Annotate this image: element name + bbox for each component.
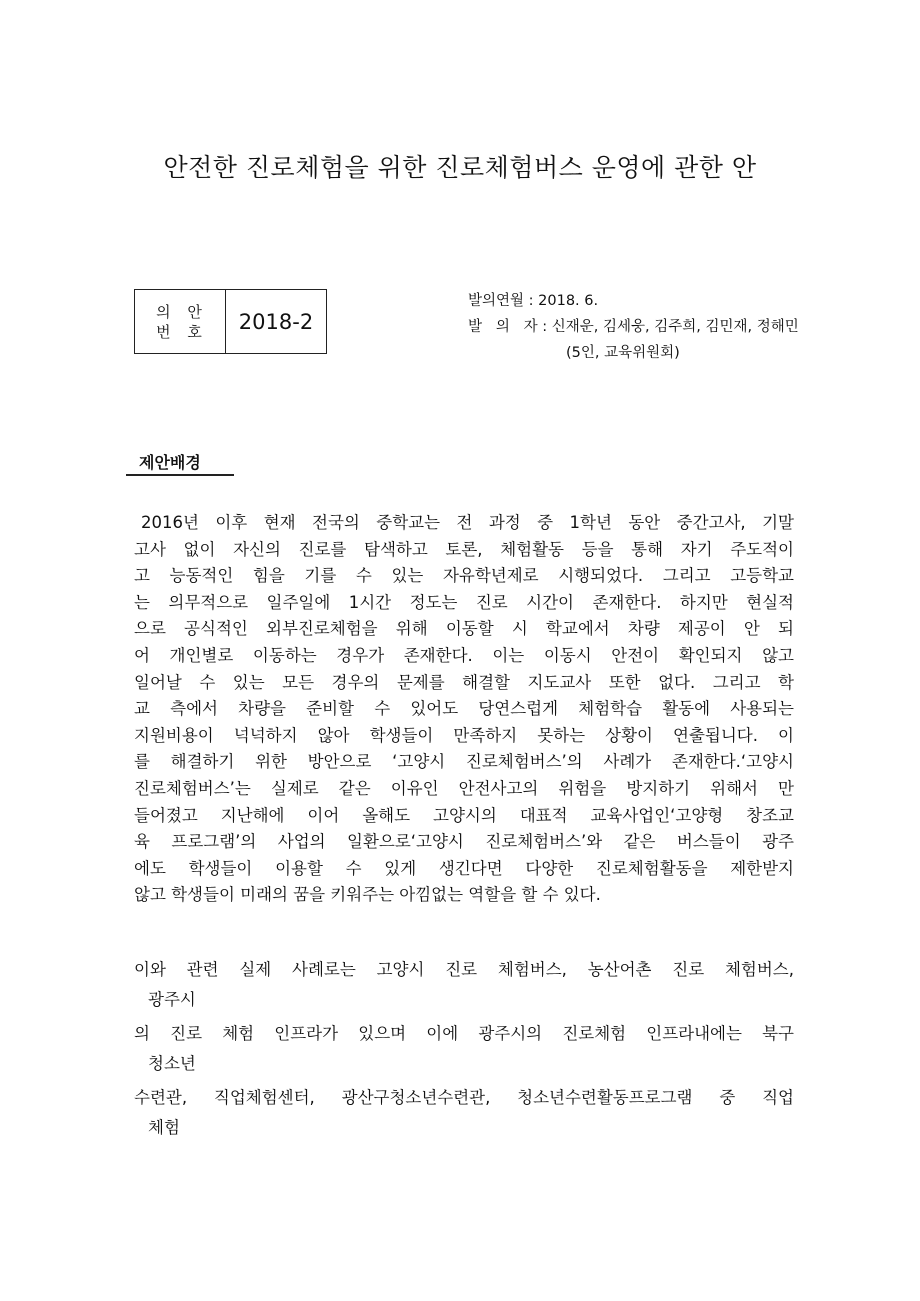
paragraph-line: 2016년 이후 현재 전국의 중학교는 전 과정 중 1학년 동안 중간고사, 기말 xyxy=(141,513,794,532)
bill-number-label-line2: 번 호 xyxy=(156,322,208,341)
paragraph-line: 고 능동적인 힘을 기를 수 있는 자유학년제로 시행되었다. 그리고 고등학교 xyxy=(134,566,794,586)
background-paragraph xyxy=(134,510,794,909)
proposer-note: (5인, 교육위원회) xyxy=(566,345,680,361)
proposer-label: 발 의 자 : xyxy=(468,319,548,335)
proposal-date-value: 2018. 6. xyxy=(538,293,599,309)
paragraph-line: 고사 없이 자신의 진로를 탐색하고 토론, 체험활동 등을 통해 자기 주도적이 xyxy=(134,539,794,559)
paragraph-line: 으로 공식적인 외부진로체험을 위해 이동할 시 학교에서 차량 제공이 안 되 xyxy=(134,619,794,639)
paragraph-line: 를 해결하기 위한 방안으로 ‘고양시 진로체험버스’의 사례가 존재한다.‘고양시 xyxy=(134,752,794,772)
paragraph-line: 육 프로그램’의 사업의 일환으로‘고양시 진로체험버스’와 같은 버스들이 광주 xyxy=(134,832,794,852)
paragraph-line: 의 진로 체험 인프라가 있으며 이에 광주시의 진로체험 인프라내에는 북구 xyxy=(134,1024,794,1043)
paragraph-line: 지원비용이 넉넉하지 않아 학생들이 만족하지 못하는 상황이 연출됩니다. 이 xyxy=(134,725,794,745)
proposer-value: 신재운, 김세웅, 김주희, 김민재, 정해민 xyxy=(551,319,799,335)
paragraph-line-wrap: 광주시 xyxy=(148,990,196,1009)
related-cases-paragraph xyxy=(134,955,794,1147)
bill-number-label xyxy=(135,290,226,353)
paragraph-line: 않고 학생들이 미래의 꿈을 키워주는 아낌없는 역할을 할 수 있다. xyxy=(134,885,601,905)
paragraph-line: 어 개인별로 이동하는 경우가 존재한다. 이는 이동시 안전이 확인되지 않고 xyxy=(134,645,794,665)
document-title: 안전한 진로체험을 위한 진로체험버스 운영에 관한 안 xyxy=(163,153,757,182)
paragraph-line-wrap: 청소년 xyxy=(148,1054,196,1073)
paragraph-line: 수련관, 직업체험센터, 광산구청소년수련관, 청소년수련활동프로그램 중 직업 xyxy=(134,1088,794,1107)
paragraph-line: 교 측에서 차량을 준비할 수 있어도 당연스럽게 체험학습 활동에 사용되는 xyxy=(134,699,794,719)
section-heading: 제안배경 xyxy=(139,453,201,472)
bill-number-value: 2018-2 xyxy=(238,309,314,334)
proposal-date-label: 발의연월 : xyxy=(468,293,534,309)
bill-meta xyxy=(468,288,799,366)
paragraph-line-wrap: 체험 xyxy=(148,1118,180,1137)
paragraph-line: 는 의무적으로 일주일에 1시간 정도는 진로 시간이 존재한다. 하지만 현실적 xyxy=(134,592,794,612)
bill-number-label-line1: 의 안 xyxy=(156,302,208,321)
paragraph-line: 일어날 수 있는 모든 경우의 문제를 해결할 지도교사 또한 없다. 그리고 학 xyxy=(134,672,794,692)
section-underline xyxy=(126,474,234,476)
paragraph-line: 진로체험버스’는 실제로 같은 이유인 안전사고의 위험을 방지하기 위해서 만 xyxy=(134,778,794,798)
paragraph-line: 들어졌고 지난해에 이어 올해도 고양시의 대표적 교육사업인‘고양형 창조교 xyxy=(134,805,794,825)
paragraph-line: 이와 관련 실제 사례로는 고양시 진로 체험버스, 농산어촌 진로 체험버스, xyxy=(134,960,794,979)
paragraph-line: 에도 학생들이 이용할 수 있게 생긴다면 다양한 진로체험활동을 제한받지 xyxy=(134,858,794,878)
proposal-date-row xyxy=(468,288,799,314)
bill-number-box xyxy=(134,289,327,354)
proposer-row xyxy=(468,314,799,340)
